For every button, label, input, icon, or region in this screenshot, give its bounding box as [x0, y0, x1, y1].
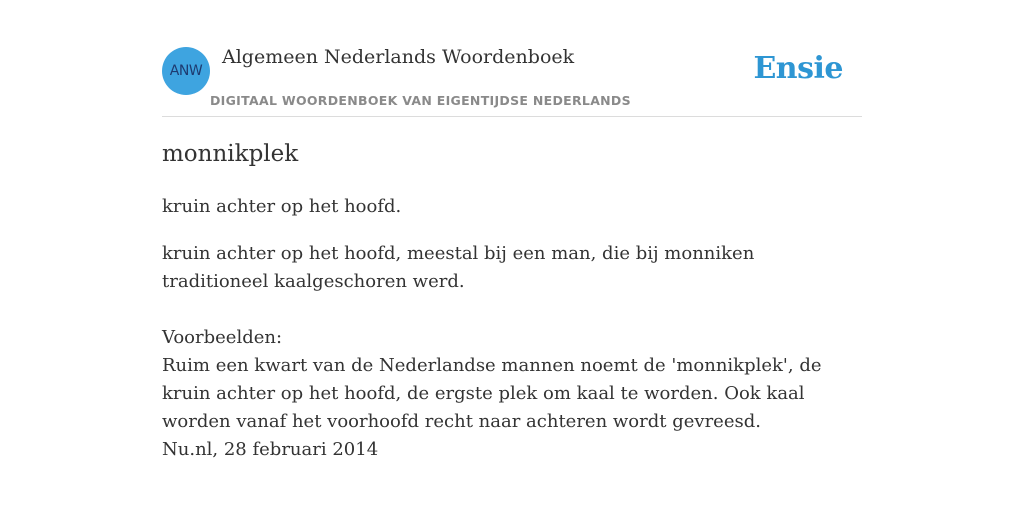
anw-logo[interactable]: [162, 47, 210, 95]
examples-section: [162, 324, 852, 464]
entry-headword: monnikplek: [162, 141, 299, 167]
example-source: Nu.nl, 28 februari 2014: [162, 439, 379, 460]
example-text: Ruim een kwart van de Nederlandse mannen noemt de 'monnikplek', de kruin achter op het hoofd, de ergste plek om kaal te worden. Ook kaal worden vanaf het voorhoofd recht naar achteren wordt gevreesd.: [162, 355, 822, 432]
long-definition: kruin achter op het hoofd, meestal bij een man, die bij monniken traditioneel kaalgeschoren werd.: [162, 243, 755, 292]
site-subtitle: DIGITAAL WOORDENBOEK VAN EIGENTIJDSE NEDERLANDS: [210, 93, 631, 108]
ensie-brand-link[interactable]: Ensie: [753, 51, 843, 86]
short-definition: kruin achter op het hoofd.: [162, 196, 402, 217]
site-title[interactable]: Algemeen Nederlands Woordenboek: [222, 46, 575, 68]
examples-label: Voorbeelden:: [162, 327, 283, 348]
logo-text: ANW: [169, 63, 203, 79]
entry-content: [162, 139, 852, 464]
site-header: [162, 45, 862, 117]
